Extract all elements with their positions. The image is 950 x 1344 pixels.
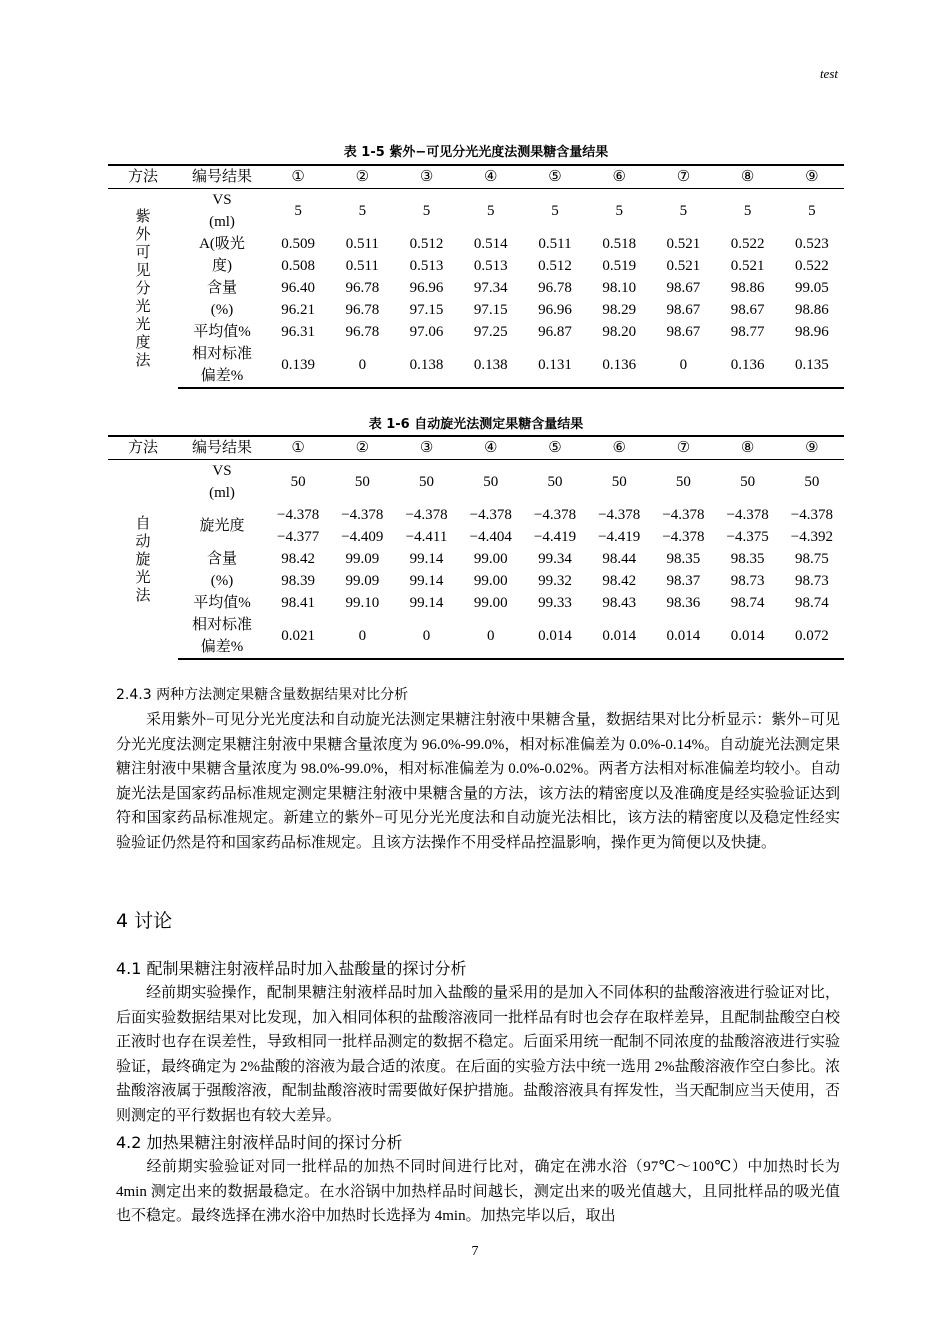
- data-cell: 99.00: [473, 595, 508, 611]
- data-cell: 0: [330, 614, 394, 659]
- data-cell: 5: [743, 203, 752, 219]
- data-cell: 98.74: [795, 595, 829, 611]
- table-row: [108, 592, 844, 614]
- data-cell: 98.39: [281, 573, 315, 589]
- running-header: test: [819, 66, 838, 81]
- data-cell: −4.404: [469, 529, 512, 545]
- data-cell: 98.73: [730, 573, 765, 589]
- data-cell: 98.67: [730, 302, 765, 318]
- row-label: A(吸光 度): [199, 236, 245, 274]
- table-header-row: [108, 436, 844, 460]
- data-cell: 50: [419, 474, 435, 490]
- data-cell: 0.519: [602, 258, 637, 274]
- data-cell: 0: [651, 343, 715, 388]
- data-cell: 98.42: [602, 573, 637, 589]
- header-cell: ⑤: [523, 165, 587, 189]
- data-cell: −4.378: [341, 507, 384, 523]
- data-cell: 96.21: [281, 302, 315, 318]
- table-1-6: [108, 435, 844, 660]
- data-cell: 97.34: [473, 280, 508, 296]
- data-cell: 0.136: [716, 343, 780, 388]
- header-cell: ②: [330, 165, 394, 189]
- row-label: 相对标准 偏差%: [178, 614, 266, 659]
- data-cell: −4.411: [405, 529, 448, 545]
- data-cell: 98.37: [666, 573, 701, 589]
- data-cell: 0.512: [409, 236, 444, 252]
- header-cell: ⑨: [780, 436, 844, 460]
- data-cell: 98.86: [795, 302, 829, 318]
- data-cell: −4.377: [277, 529, 320, 545]
- header-cell: ⑥: [587, 165, 651, 189]
- row-label: 旋光度: [199, 518, 245, 534]
- header-cell: ⑦: [651, 436, 715, 460]
- section-4-2-paragraph: 经前期实验验证对同一批样品的加热不同时间进行比对，确定在沸水浴（97℃～100℃）中加热时长为 4min 测定出来的数据最稳定。在水浴锅中加热样品时间越长，测定出来的吸光值越大，且同批样品的吸光值也不稳定。最终选择在沸水浴中加热时长选择为 4min。加热完毕以后，取出: [116, 1159, 840, 1225]
- data-cell: 99.00: [473, 551, 508, 567]
- data-cell: 98.67: [666, 324, 701, 340]
- data-cell: −4.378: [533, 507, 577, 523]
- data-cell: −4.419: [533, 529, 577, 545]
- data-cell: −4.378: [405, 507, 448, 523]
- row-label: 平均值%: [193, 324, 251, 340]
- table-row: [108, 321, 844, 343]
- data-cell: 50: [611, 474, 627, 490]
- table-row: [108, 189, 844, 234]
- data-cell: 99.34: [538, 551, 572, 567]
- data-cell: 50: [740, 474, 756, 490]
- section-4-1-paragraph: 经前期实验操作，配制果糖注射液样品时加入盐酸的量采用的是加入不同体积的盐酸溶液进行验证对比，后面实验数据结果对比发现，加入相同体积的盐酸溶液同一批样品有时也会存在取样差异，且配制盐酸空白校正液时也存在误差性，导致相同一批样品测定的数据不稳定。后面采用统一配制不同浓度的盐酸溶液进行实验验证，最终确定为 2%盐酸的溶液为最合适的浓度。在后面的实验方法中统一选用 2%盐酸溶液作空白参比。浓盐酸溶液属于强酸溶液，配制盐酸溶液时需要做好保护措施。盐酸溶液具有挥发性，当天配制应当天使用，否则测定的平行数据也有较大差异。: [116, 985, 840, 1124]
- row-label: 平均值%: [193, 595, 251, 611]
- data-cell: 0.138: [459, 343, 523, 388]
- table-header-row: [108, 165, 844, 189]
- data-cell: 5: [358, 203, 367, 219]
- data-cell: 0.513: [473, 258, 508, 274]
- data-cell: 99.09: [345, 573, 380, 589]
- data-cell: 96.78: [345, 302, 380, 318]
- data-cell: 98.35: [730, 551, 765, 567]
- data-cell: 5: [294, 203, 302, 219]
- data-cell: 0.521: [666, 236, 701, 252]
- data-cell: 97.06: [409, 324, 444, 340]
- table-1-5: [108, 164, 844, 389]
- data-cell: 98.44: [602, 551, 637, 567]
- data-cell: 98.43: [602, 595, 637, 611]
- header-cell: 方法: [108, 165, 178, 189]
- header-cell: 编号结果: [178, 165, 266, 189]
- data-cell: 0.021: [266, 614, 330, 659]
- section-4-1-heading: 4.1 配制果糖注射液样品时加入盐酸量的探讨分析: [116, 959, 467, 978]
- data-cell: 98.10: [602, 280, 637, 296]
- data-cell: 99.14: [409, 573, 444, 589]
- header-cell: ①: [266, 165, 330, 189]
- table-1-6-caption: 表 1-6 自动旋光法测定果糖含量结果: [368, 417, 584, 432]
- row-label: 含量 (%): [206, 280, 237, 318]
- method-label: 紫 外 可 见 分 光 光 度 法: [135, 208, 151, 369]
- data-cell: 98.96: [795, 324, 829, 340]
- data-cell: 98.77: [730, 324, 765, 340]
- data-cell: 97.15: [409, 302, 444, 318]
- table-row: [108, 233, 844, 255]
- data-cell: 97.15: [473, 302, 508, 318]
- data-cell: 0.138: [394, 343, 458, 388]
- data-cell: 98.29: [602, 302, 637, 318]
- header-cell: ⑧: [716, 165, 780, 189]
- data-cell: −4.409: [341, 529, 384, 545]
- table-row: [108, 343, 844, 388]
- data-cell: −4.392: [790, 529, 833, 545]
- data-cell: 0.014: [716, 614, 780, 659]
- data-cell: 0.014: [523, 614, 587, 659]
- data-cell: 5: [551, 203, 559, 219]
- data-cell: 96.96: [538, 302, 572, 318]
- data-cell: 0.139: [266, 343, 330, 388]
- table-1-5-caption: 表 1-5 紫外−可见分光光度法测果糖含量结果: [343, 145, 609, 160]
- header-cell: ④: [459, 165, 523, 189]
- data-cell: 96.96: [409, 280, 444, 296]
- section-4-title: 4 讨论: [116, 910, 173, 932]
- data-cell: 0.523: [795, 236, 829, 252]
- data-cell: 50: [290, 474, 306, 490]
- data-cell: 0.512: [538, 258, 572, 274]
- data-cell: −4.378: [277, 507, 320, 523]
- data-cell: 98.41: [281, 595, 315, 611]
- data-cell: 5: [422, 203, 431, 219]
- method-label: 自 动 旋 光 法: [135, 515, 151, 604]
- data-cell: −4.378: [598, 507, 641, 523]
- data-cell: 98.74: [730, 595, 765, 611]
- data-cell: 5: [679, 203, 688, 219]
- header-cell: 编号结果: [178, 436, 266, 460]
- data-cell: 5: [808, 203, 816, 219]
- header-cell: ③: [394, 165, 458, 189]
- data-cell: 50: [483, 474, 499, 490]
- data-cell: 98.42: [281, 551, 315, 567]
- data-cell: 0.014: [651, 614, 715, 659]
- header-cell: 方法: [108, 436, 178, 460]
- data-cell: 96.78: [538, 280, 572, 296]
- data-cell: 50: [354, 474, 370, 490]
- row-label: VS (ml): [209, 192, 235, 230]
- data-cell: −4.378: [662, 507, 705, 523]
- data-cell: −4.378: [662, 529, 705, 545]
- data-cell: 5: [615, 203, 623, 219]
- data-cell: 0: [459, 614, 523, 659]
- data-cell: −4.378: [790, 507, 833, 523]
- table-row: [108, 548, 844, 570]
- data-cell: 96.31: [281, 324, 315, 340]
- data-cell: −4.378: [726, 507, 769, 523]
- data-cell: 0.509: [281, 236, 315, 252]
- header-cell: ③: [394, 436, 458, 460]
- data-cell: 50: [547, 474, 563, 490]
- data-cell: 0.518: [602, 236, 637, 252]
- data-cell: 96.78: [345, 280, 380, 296]
- data-cell: 99.10: [345, 595, 380, 611]
- data-cell: 98.67: [666, 302, 701, 318]
- data-cell: 5: [487, 203, 495, 219]
- data-cell: 99.14: [409, 595, 444, 611]
- data-cell: 98.75: [795, 551, 829, 567]
- data-cell: 99.32: [538, 573, 572, 589]
- data-cell: 0.511: [345, 258, 379, 274]
- data-cell: 98.20: [602, 324, 637, 340]
- data-cell: 0.014: [587, 614, 651, 659]
- data-cell: 96.78: [345, 324, 380, 340]
- data-cell: 99.14: [409, 551, 444, 567]
- header-cell: ②: [330, 436, 394, 460]
- data-cell: 0.514: [473, 236, 508, 252]
- header-cell: ①: [266, 436, 330, 460]
- row-label: VS (ml): [209, 463, 235, 501]
- table-row: [108, 614, 844, 659]
- header-cell: ⑧: [716, 436, 780, 460]
- row-label: 相对标准 偏差%: [178, 343, 266, 388]
- data-cell: 97.25: [473, 324, 508, 340]
- data-cell: 0.508: [281, 258, 315, 274]
- data-cell: 0.511: [538, 236, 572, 252]
- data-cell: 0.131: [523, 343, 587, 388]
- data-cell: 99.09: [345, 551, 380, 567]
- data-cell: 99.33: [538, 595, 572, 611]
- data-cell: 98.86: [730, 280, 765, 296]
- data-cell: 0.513: [409, 258, 444, 274]
- page-number: 7: [471, 1244, 479, 1259]
- data-cell: 50: [804, 474, 820, 490]
- data-cell: 96.87: [538, 324, 572, 340]
- table-row: [108, 277, 844, 299]
- data-cell: 98.73: [795, 573, 829, 589]
- data-cell: 98.35: [666, 551, 701, 567]
- data-cell: 0.521: [730, 258, 765, 274]
- header-cell: ⑨: [780, 165, 844, 189]
- header-cell: ⑦: [651, 165, 715, 189]
- data-cell: 0.135: [780, 343, 844, 388]
- data-cell: 99.00: [473, 573, 508, 589]
- data-cell: 0.522: [730, 236, 765, 252]
- method-cell: [108, 460, 178, 660]
- header-cell: ⑤: [523, 436, 587, 460]
- data-cell: 0.136: [587, 343, 651, 388]
- data-cell: 0: [330, 343, 394, 388]
- data-cell: 0.072: [780, 614, 844, 659]
- data-cell: 0.521: [666, 258, 701, 274]
- data-cell: 98.36: [666, 595, 701, 611]
- header-cell: ④: [459, 436, 523, 460]
- data-cell: 50: [675, 474, 691, 490]
- data-cell: −4.378: [469, 507, 512, 523]
- data-cell: 99.05: [795, 280, 829, 296]
- data-cell: −4.419: [598, 529, 641, 545]
- section-4-2-heading: 4.2 加热果糖注射液样品时间的探讨分析: [116, 1133, 403, 1152]
- row-label: 含量 (%): [206, 551, 237, 589]
- method-cell: [108, 189, 178, 389]
- data-cell: 98.67: [666, 280, 701, 296]
- data-cell: 0: [394, 614, 458, 659]
- data-cell: −4.375: [726, 529, 769, 545]
- data-cell: 96.40: [281, 280, 315, 296]
- section-2-4-3-heading: 2.4.3 两种方法测定果糖含量数据结果对比分析: [116, 687, 409, 703]
- data-cell: 0.511: [345, 236, 379, 252]
- section-2-4-3-paragraph: 采用紫外−可见分光光度法和自动旋光法测定果糖注射液中果糖含量，数据结果对比分析显示：紫外−可见分光光度法测定果糖注射液中果糖含量浓度为 96.0%-99.0%，相对标准偏差为 0.0%-0.14%。自动旋光法测定果糖注射液中果糖含量浓度为 98.0%-99.0%，相对标准偏差为 0.0%-0.02%。两者方法相对标准偏差均较小。自动旋光法是国家药品标准规定测定果糖注射液中果糖含量的方法，该方法的精密度以及准确度是经实验验证达到符和国家药品标准规定。新建立的紫外−可见分光光度法和自动旋光法相比，该方法的精密度以及稳定性经实验验证仍然是符和国家药品标准规定。且该方法操作不用受样品控温影响，操作更为简便以及快捷。: [116, 712, 840, 851]
- data-cell: 0.522: [795, 258, 829, 274]
- table-row: [108, 460, 844, 505]
- header-cell: ⑥: [587, 436, 651, 460]
- table-row: [108, 504, 844, 526]
